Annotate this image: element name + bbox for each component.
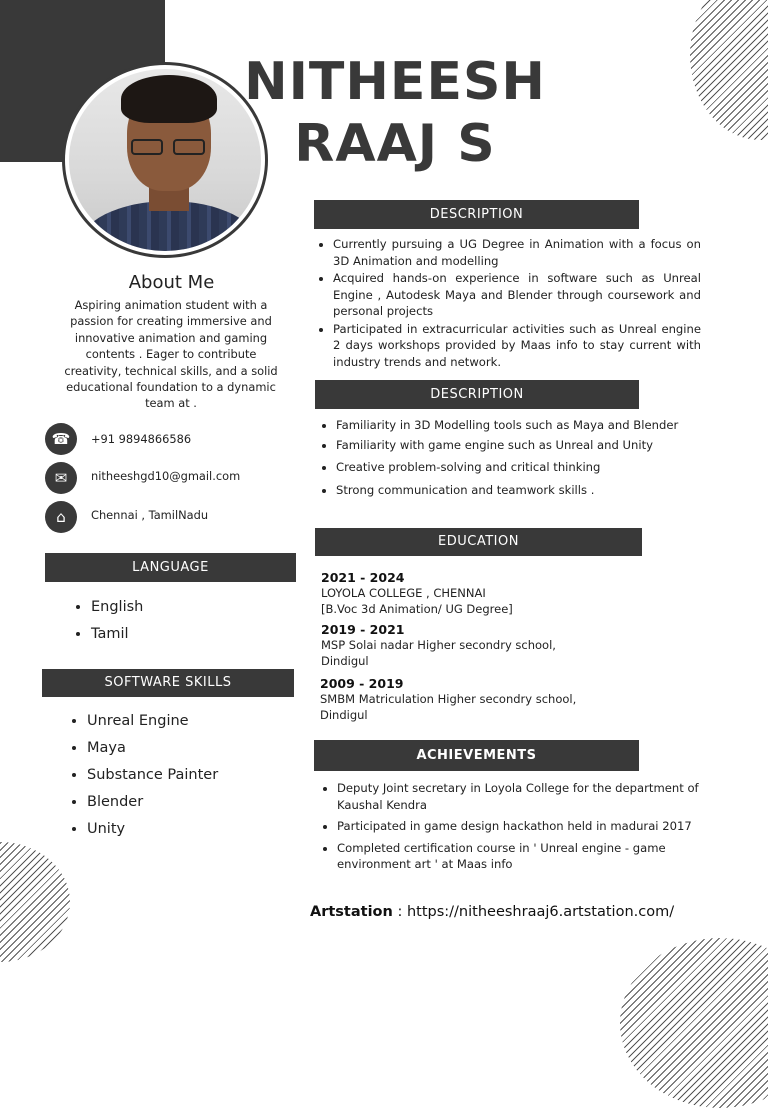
list-item: • Tamil [91, 621, 143, 648]
description-header-1: DESCRIPTION [314, 200, 639, 229]
name-line-2: RAAJ S [294, 114, 496, 174]
education-school: LOYOLA COLLEGE , CHENNAI [321, 586, 486, 600]
education-degree: [B.Voc 3d Animation/ UG Degree] [321, 602, 513, 616]
email-text[interactable]: nitheeshgd10@gmail.com [91, 469, 241, 483]
education-city: Dindigul [321, 654, 369, 668]
list-item: • Strong communication and teamwork skills . [336, 482, 696, 499]
about-text: Aspiring animation student with a passion for creating immersive and innovative animation and gaming contents . Eager to contribute creativity, technical skills, and a solid educational foundation to a dynamic team at . [64, 298, 278, 411]
list-item: • Unreal Engine [87, 708, 218, 735]
achievements-header: ACHIEVEMENTS [314, 740, 639, 771]
name-line-1: NITHEESH [244, 52, 546, 112]
list-item: • Familiarity with game engine such as Unreal and Unity [336, 437, 696, 454]
list-item: • English [91, 594, 143, 621]
list-item: • Blender [87, 789, 218, 816]
hatch-circle-bottom-left [0, 842, 70, 962]
artstation-link[interactable]: https://nitheeshraaj6.artstation.com/ [406, 904, 675, 920]
mail-icon: ✉ [45, 462, 77, 494]
glasses-icon [131, 139, 207, 157]
list-item: • Participated in extracurricular activities such as Unreal engine 2 days workshops provided by Maas info to stay current with industry trends and network. [333, 321, 701, 371]
artstation-line [310, 904, 674, 920]
artstation-separator: : [392, 904, 407, 920]
language-list [73, 594, 143, 648]
hatch-circle-bottom-right [620, 938, 768, 1108]
about-title: About Me [128, 272, 215, 293]
language-header: LANGUAGE [45, 553, 296, 582]
artstation-label: Artstation [310, 904, 393, 920]
education-years: 2019 - 2021 [321, 622, 405, 637]
education-entry [321, 570, 651, 617]
software-skills-header: SOFTWARE SKILLS [42, 669, 294, 697]
location-text: Chennai , TamilNadu [91, 508, 209, 522]
list-item: • Familiarity in 3D Modelling tools such as Maya and Blender [336, 417, 696, 434]
list-item: • Completed certification course in ' Unreal engine - game environment art ' at Maas info [337, 840, 707, 873]
education-school: SMBM Matriculation Higher secondry school, [320, 692, 577, 706]
education-entry [320, 676, 650, 723]
home-icon: ⌂ [45, 501, 77, 533]
list-item: • Maya [87, 735, 218, 762]
list-item: • Participated in game design hackathon held in madurai 2017 [337, 818, 707, 835]
list-item: • Substance Painter [87, 762, 218, 789]
list-item: • Unity [87, 816, 218, 843]
list-item: • Deputy Joint secretary in Loyola College for the department of Kaushal Kendra [337, 780, 707, 813]
education-entry [321, 622, 651, 669]
education-header: EDUCATION [315, 528, 642, 556]
education-years: 2021 - 2024 [321, 570, 405, 585]
phone-icon: ☎ [45, 423, 77, 455]
education-years: 2009 - 2019 [320, 676, 404, 691]
description-header-2: DESCRIPTION [315, 380, 639, 409]
description-list-2 [318, 417, 696, 499]
education-school: MSP Solai nadar Higher secondry school, [321, 638, 556, 652]
education-city: Dindigul [320, 708, 368, 722]
hatch-circle-top-right [690, 0, 768, 140]
achievements-list [319, 780, 707, 874]
list-item: • Currently pursuing a UG Degree in Animation with a focus on 3D Animation and modelling [333, 236, 701, 269]
software-skills-list [69, 708, 218, 843]
list-item: • Acquired hands-on experience in software such as Unreal Engine , Autodesk Maya and Blender through coursework and personal projects [333, 270, 701, 320]
phone-text[interactable]: +91 9894866586 [91, 432, 192, 446]
list-item: • Creative problem-solving and critical thinking [336, 459, 696, 476]
description-list-1 [315, 236, 701, 371]
